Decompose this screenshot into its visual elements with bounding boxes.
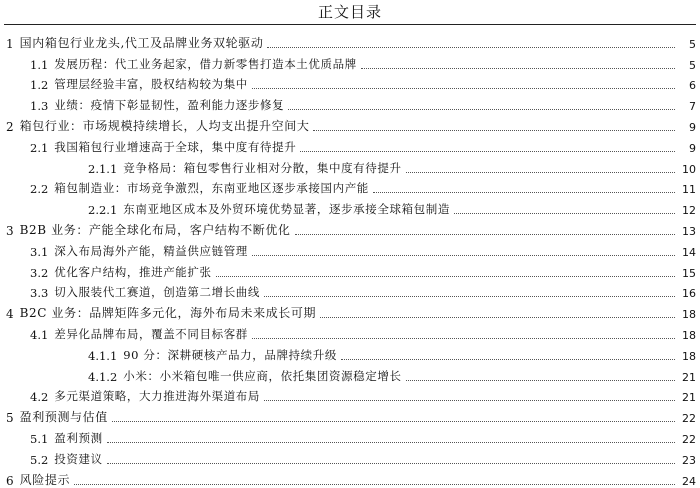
dot-leader [216,276,675,277]
toc-entry-number: 2.1 [30,140,49,155]
toc-entry-page: 21 [682,391,696,405]
toc-entry-4-1[interactable] [0,321,700,342]
dot-leader [112,421,675,422]
toc-entry-page: 22 [682,432,696,446]
dot-leader [320,317,675,318]
toc-entry-title: 盈利预测与估值 [19,410,108,425]
toc-entry-title: 盈利预测 [54,430,103,445]
toc-entry-5-2[interactable] [0,446,700,467]
toc-entry-page: 6 [689,79,696,93]
dot-leader [107,463,675,464]
dot-leader [300,151,675,152]
toc-entry-page: 18 [682,328,696,342]
dot-leader [406,172,675,173]
toc-title: 正文目录 [317,3,382,21]
toc-entry-number: 2.1.1 [88,161,118,176]
toc-entry-number: 3.3 [30,286,49,301]
toc-entry-page: 9 [689,141,696,155]
dot-leader [74,484,675,485]
toc-entry-title: 多元渠道策略，大力推进海外渠道布局 [54,389,260,404]
toc-entry-3[interactable] [0,217,700,238]
toc-entry-page: 11 [682,183,696,197]
toc-entry-title: 箱包制造业：市场竞争激烈，东南亚地区逐步承接国内产能 [54,181,369,196]
toc-entry-page: 5 [689,58,696,72]
toc-entry-number: 3.2 [30,265,49,280]
toc-entry-title: B2B 业务：产能全球化布局，客户结构不断优化 [19,222,291,237]
toc-entry-number: 4.1.2 [88,369,118,384]
dot-leader [406,380,675,381]
toc-entry-number: 4.2 [30,390,49,405]
toc-entry-1-1[interactable] [0,51,700,72]
toc-entry-number: 3 [6,223,14,238]
toc-entry-number: 1.3 [30,99,49,114]
dot-leader [107,442,675,443]
toc-entry-page: 21 [682,370,696,384]
toc-entry-title: 差异化品牌布局，覆盖不同目标客群 [54,326,248,341]
toc-entry-5-1[interactable] [0,425,700,446]
toc-entry-title: 我国箱包行业增速高于全球，集中度有待提升 [54,139,297,154]
toc-entry-2-1[interactable] [0,134,700,155]
toc-entry-number: 5 [6,411,14,426]
toc-entry-page: 12 [682,204,696,218]
toc-entry-page: 5 [689,37,696,51]
toc-entry-title: 小米：小米箱包唯一供应商，依托集团资源稳定增长 [123,368,402,383]
toc-entry-number: 2.2 [30,182,49,197]
toc-entry-1[interactable] [0,30,700,51]
toc-entry-6[interactable] [0,467,700,488]
toc-entry-2-1-1[interactable] [0,155,700,176]
toc-entry-page: 7 [689,100,696,114]
toc-entry-title: 优化客户结构，推进产能扩张 [54,264,212,279]
toc-entry-title: 管理层经验丰富，股权结构较为集中 [54,77,248,92]
toc-list [0,30,700,488]
dot-leader [373,192,675,193]
toc-entry-title: 业绩：疫情下彰显韧性，盈利能力逐步修复 [54,98,285,113]
toc-entry-4-2[interactable] [0,384,700,405]
toc-entry-title: 发展历程：代工业务起家，借力新零售打造本土优质品牌 [54,56,357,71]
toc-entry-title: 投资建议 [54,451,103,466]
toc-entry-title: 竞争格局：箱包零售行业相对分散，集中度有待提升 [123,160,402,175]
toc-entry-3-2[interactable] [0,259,700,280]
dot-leader [252,338,675,339]
toc-entry-2-2[interactable] [0,176,700,197]
toc-entry-title: 国内箱包行业龙头,代工及品牌业务双轮驱动 [19,35,264,50]
toc-entry-title: 风险提示 [19,472,71,487]
toc-entry-number: 2 [6,119,14,134]
dot-leader [295,234,675,235]
toc-entry-title: 切入服装代工赛道，创造第二增长曲线 [54,285,260,300]
toc-entry-page: 15 [682,266,696,280]
toc-entry-1-3[interactable] [0,92,700,113]
dot-leader [313,130,675,131]
toc-entry-number: 1.2 [30,78,49,93]
toc-entry-number: 4.1 [30,327,49,342]
toc-entry-5[interactable] [0,404,700,425]
toc-entry-number: 5.1 [30,431,49,446]
dot-leader [454,213,675,214]
toc-entry-4-1-2[interactable] [0,363,700,384]
toc-entry-title: 90 分：深耕硬核产品力，品牌持续升级 [123,347,337,362]
dot-leader [288,109,675,110]
toc-entry-3-3[interactable] [0,280,700,301]
dot-leader [341,359,675,360]
toc-entry-page: 23 [682,453,696,467]
toc-entry-page: 14 [682,245,696,259]
toc-entry-number: 5.2 [30,452,49,467]
toc-entry-4-1-1[interactable] [0,342,700,363]
toc-entry-page: 13 [682,224,696,238]
toc-entry-title: 东南亚地区成本及外贸环境优势显著，逐步承接全球箱包制造 [123,202,450,217]
toc-entry-title: 深入布局海外产能，精益供应链管理 [54,243,248,258]
toc-entry-page: 18 [682,349,696,363]
toc-entry-title: B2C 业务：品牌矩阵多元化，海外布局未来成长可期 [19,306,317,321]
toc-entry-1-2[interactable] [0,72,700,93]
toc-entry-number: 1.1 [30,57,49,72]
toc-entry-2[interactable] [0,113,700,134]
dot-leader [252,255,675,256]
title-divider [4,24,696,25]
dot-leader [361,68,675,69]
dot-leader [267,47,675,48]
toc-entry-page: 16 [682,287,696,301]
toc-entry-3-1[interactable] [0,238,700,259]
toc-entry-number: 1 [6,36,14,51]
toc-entry-title: 箱包行业：市场规模持续增长，人均支出提升空间大 [19,118,310,133]
toc-entry-number: 3.1 [30,244,49,259]
dot-leader [264,400,675,401]
toc-entry-number: 4.1.1 [88,348,118,363]
toc-entry-4[interactable] [0,300,700,321]
toc-entry-page: 22 [682,412,696,426]
toc-entry-number: 2.2.1 [88,203,118,218]
toc-entry-2-2-1[interactable] [0,196,700,217]
toc-entry-page: 24 [682,474,696,488]
toc-entry-page: 9 [689,120,696,134]
toc-entry-number: 6 [6,473,14,488]
toc-entry-number: 4 [6,307,14,322]
dot-leader [252,88,675,89]
dot-leader [264,296,675,297]
toc-entry-page: 18 [682,308,696,322]
toc-entry-page: 10 [682,162,696,176]
